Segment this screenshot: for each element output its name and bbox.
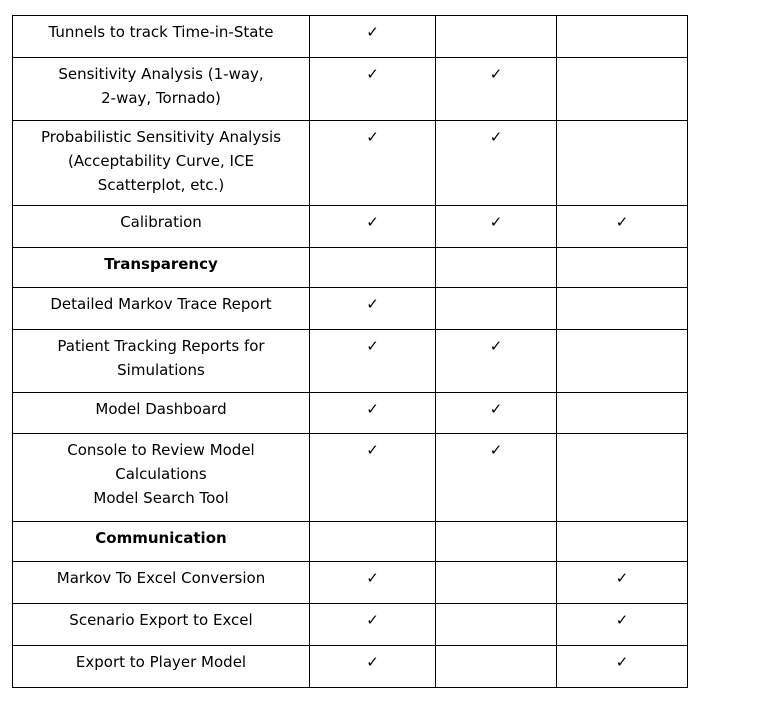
section-header-cell: [13, 248, 310, 288]
feature-label: Markov To Excel Conversion: [56, 569, 266, 587]
checkmark-cell-col2: [436, 248, 557, 288]
feature-label: Detailed Markov Trace Report: [50, 295, 272, 313]
checkmark-cell-col2: [436, 434, 557, 522]
checkmark-cell-col1: [310, 646, 436, 688]
table-row: [13, 58, 688, 121]
feature-label-cell: [13, 604, 310, 646]
checkmark-cell-col2: [436, 330, 557, 393]
checkmark-cell-col1: [310, 393, 436, 434]
feature-label: Console to Review Model Calculations Model Search Tool: [67, 441, 255, 507]
checkmark-cell-col2: [436, 562, 557, 604]
checkmark-icon: ✓: [366, 65, 379, 83]
checkmark-cell-col3: [557, 16, 688, 58]
table-row: [13, 121, 688, 206]
checkmark-icon: ✓: [366, 400, 379, 418]
checkmark-cell-col3: [557, 604, 688, 646]
checkmark-cell-col3: [557, 562, 688, 604]
table-row: [13, 330, 688, 393]
feature-label-cell: [13, 393, 310, 434]
feature-label: Export to Player Model: [75, 653, 247, 671]
checkmark-cell-col1: [310, 121, 436, 206]
section-header-cell: [13, 522, 310, 562]
checkmark-icon: ✓: [615, 653, 629, 671]
checkmark-cell-col3: [557, 288, 688, 330]
checkmark-cell-col2: [436, 604, 557, 646]
table-body: [13, 16, 688, 688]
checkmark-icon: ✓: [366, 213, 379, 231]
checkmark-icon: ✓: [489, 337, 503, 355]
checkmark-cell-col1: [310, 330, 436, 393]
checkmark-cell-col3: [557, 58, 688, 121]
checkmark-icon: ✓: [489, 128, 503, 146]
table-row: [13, 604, 688, 646]
table-row: [13, 393, 688, 434]
checkmark-cell-col2: [436, 522, 557, 562]
checkmark-cell-col2: [436, 206, 557, 248]
checkmark-cell-col1: [310, 16, 436, 58]
table-row: [13, 646, 688, 688]
feature-label-cell: [13, 121, 310, 206]
table-row: [13, 16, 688, 58]
section-header-row: [13, 248, 688, 288]
checkmark-icon: ✓: [366, 441, 379, 459]
section-header-row: [13, 522, 688, 562]
feature-label: Probabilistic Sensitivity Analysis (Acceptability Curve, ICE Scatterplot, etc.): [40, 128, 282, 194]
checkmark-icon: ✓: [615, 611, 629, 629]
section-title: Communication: [95, 529, 227, 547]
checkmark-icon: ✓: [366, 23, 379, 41]
checkmark-cell-col3: [557, 121, 688, 206]
feature-label: Tunnels to track Time-in-State: [48, 23, 274, 41]
checkmark-icon: ✓: [489, 65, 503, 83]
table-row: [13, 206, 688, 248]
checkmark-cell-col1: [310, 434, 436, 522]
feature-label: Scenario Export to Excel: [69, 611, 253, 629]
checkmark-cell-col3: [557, 434, 688, 522]
feature-label-cell: [13, 16, 310, 58]
table-row: [13, 562, 688, 604]
table-row: [13, 288, 688, 330]
checkmark-icon: ✓: [489, 400, 503, 418]
feature-comparison-table: [12, 15, 688, 688]
checkmark-icon: ✓: [615, 213, 629, 231]
feature-label: Patient Tracking Reports for Simulations: [57, 337, 265, 379]
checkmark-cell-col1: [310, 288, 436, 330]
feature-label-cell: [13, 562, 310, 604]
feature-label-cell: [13, 288, 310, 330]
checkmark-icon: ✓: [489, 441, 503, 459]
checkmark-cell-col3: [557, 522, 688, 562]
feature-label: Model Dashboard: [95, 400, 227, 418]
checkmark-icon: ✓: [366, 569, 379, 587]
checkmark-cell-col2: [436, 646, 557, 688]
checkmark-cell-col2: [436, 121, 557, 206]
feature-label-cell: [13, 58, 310, 121]
checkmark-icon: ✓: [366, 653, 379, 671]
checkmark-cell-col1: [310, 522, 436, 562]
checkmark-cell-col3: [557, 393, 688, 434]
checkmark-icon: ✓: [489, 213, 503, 231]
checkmark-icon: ✓: [366, 337, 379, 355]
checkmark-cell-col1: [310, 562, 436, 604]
checkmark-cell-col1: [310, 604, 436, 646]
checkmark-cell-col3: [557, 646, 688, 688]
section-title: Transparency: [104, 255, 218, 273]
checkmark-cell-col1: [310, 58, 436, 121]
feature-label-cell: [13, 646, 310, 688]
feature-label: Calibration: [120, 213, 202, 231]
checkmark-icon: ✓: [615, 569, 629, 587]
checkmark-cell-col2: [436, 16, 557, 58]
feature-label: Sensitivity Analysis (1-way, 2-way, Tornado): [58, 65, 264, 107]
checkmark-cell-col1: [310, 206, 436, 248]
checkmark-cell-col3: [557, 330, 688, 393]
checkmark-cell-col2: [436, 393, 557, 434]
checkmark-icon: ✓: [366, 611, 379, 629]
checkmark-cell-col3: [557, 206, 688, 248]
feature-label-cell: [13, 434, 310, 522]
checkmark-cell-col1: [310, 248, 436, 288]
checkmark-icon: ✓: [366, 295, 379, 313]
checkmark-cell-col2: [436, 58, 557, 121]
checkmark-cell-col3: [557, 248, 688, 288]
feature-label-cell: [13, 330, 310, 393]
checkmark-cell-col2: [436, 288, 557, 330]
table-row: [13, 434, 688, 522]
feature-label-cell: [13, 206, 310, 248]
checkmark-icon: ✓: [366, 128, 379, 146]
